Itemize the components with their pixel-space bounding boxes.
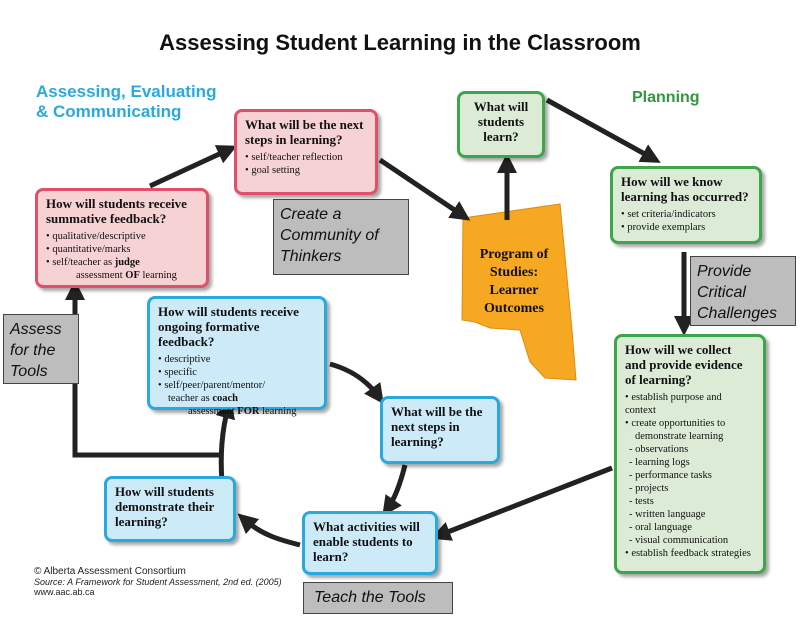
label-teach-the-tools: Teach the Tools [303, 582, 453, 614]
question-line: and provide evidence [625, 357, 743, 372]
list-item [158, 405, 316, 418]
question-line: How will students receive [46, 196, 187, 211]
formative-feedback-box [147, 296, 327, 417]
list-item: - learning logs [625, 456, 755, 469]
item-text: learning [259, 406, 297, 417]
what-will-students-learn-box [457, 91, 545, 158]
list-item: • goal setting [245, 164, 367, 177]
label-assess-for-the-tools [3, 314, 79, 384]
question-line: What will be the [391, 404, 483, 419]
label-line: Assess [10, 321, 62, 338]
item-emphasis: OF [125, 270, 140, 281]
box-question [158, 304, 316, 349]
arrow-evidence-to-activities [440, 468, 612, 535]
list-item: - oral language [625, 521, 755, 534]
page-title: Assessing Student Learning in the Classroom [159, 30, 641, 55]
question-line: How will we know [621, 174, 723, 189]
label-line: Tools [10, 363, 48, 380]
source-text: Source: A Framework for Student Assessment, 2nd ed. (2005) [34, 577, 282, 587]
question-line: enable students to [313, 534, 413, 549]
box-list [625, 391, 755, 560]
box-question [621, 174, 751, 204]
section-label-assessing [36, 82, 216, 122]
demonstrate-learning-box [104, 476, 236, 542]
footer-credits [34, 567, 282, 597]
question-line: learning? [391, 434, 444, 449]
question-line: How will students receive [158, 304, 299, 319]
arrow-activities-to-demonstrate [245, 520, 300, 545]
label-line: Critical [697, 284, 746, 301]
box-question [391, 404, 489, 449]
center-line: Learner [489, 283, 539, 298]
center-line: Outcomes [484, 301, 544, 316]
box-question [115, 484, 225, 529]
know-learning-box [610, 166, 762, 244]
list-item: • qualitative/descriptive [46, 230, 198, 243]
next-steps-box-mid [380, 396, 500, 464]
label-line: Create a [280, 206, 342, 223]
question-line: learn? [483, 129, 519, 144]
evidence-box [614, 334, 766, 574]
program-of-studies-label [462, 246, 566, 318]
question-line: of learning? [625, 372, 692, 387]
question-line: How will students [115, 484, 214, 499]
question-line: learning has occurred? [621, 189, 749, 204]
arrow-demonstrate-to-formative [221, 408, 228, 482]
list-item: • descriptive [158, 353, 316, 366]
label-line: for the [10, 342, 56, 359]
question-line: students [477, 114, 525, 129]
label-line: Thinkers [280, 248, 342, 265]
label-line: Community of [280, 227, 379, 244]
list-item: • establish feedback strategies [625, 547, 755, 560]
box-question [625, 342, 755, 387]
list-item: - written language [625, 508, 755, 521]
list-item: • provide exemplars [621, 221, 751, 234]
box-list [46, 230, 198, 282]
box-list [245, 151, 367, 177]
list-item: • self/teacher reflection [245, 151, 367, 164]
list-item [46, 269, 198, 282]
question-line: What will be the next [245, 117, 364, 132]
label-line: Provide [697, 263, 752, 280]
label-critical-challenges [690, 256, 796, 326]
copyright-text: © Alberta Assessment Consortium [34, 566, 186, 577]
box-question [468, 99, 534, 144]
question-line: summative feedback? [46, 211, 167, 226]
summative-feedback-box [35, 188, 209, 288]
list-item [46, 256, 198, 269]
center-line: Program of [479, 247, 549, 262]
arrow-formative-to-nextmid [330, 364, 378, 396]
list-item: - observations [625, 443, 755, 456]
list-item: • quantitative/marks [46, 243, 198, 256]
item-emphasis: judge [114, 257, 140, 268]
list-item [158, 392, 316, 405]
website-link[interactable]: www.aac.ab.ca [34, 587, 95, 597]
question-line: demonstrate their [115, 499, 215, 514]
arrow-summative-to-nextsteps [150, 150, 228, 186]
arrow-whatlearn-to-know [547, 100, 652, 158]
question-line: next steps in [391, 419, 460, 434]
item-emphasis: FOR [237, 406, 260, 417]
list-item: - tests [625, 495, 755, 508]
question-line: steps in learning? [245, 132, 343, 147]
list-item: • specific [158, 366, 316, 379]
label-community-of-thinkers [273, 199, 409, 275]
section-label-line: Assessing, Evaluating [36, 82, 217, 101]
item-text: assessment [188, 406, 238, 417]
list-item: - visual communication [625, 534, 755, 547]
section-label-line: & Communicating [36, 102, 182, 121]
arrow-nextmid-to-activities [388, 465, 405, 508]
next-steps-box-top [234, 109, 378, 195]
list-item: • establish purpose and context [625, 391, 755, 417]
item-text: assessment [76, 270, 126, 281]
box-question [245, 117, 367, 147]
label-line: Challenges [697, 305, 778, 322]
section-label-planning: Planning [632, 89, 700, 106]
question-line: What activities will [313, 519, 420, 534]
list-item: demonstrate learning [635, 431, 724, 442]
item-text: learning [139, 270, 177, 281]
question-line: What will [473, 99, 529, 114]
list-item: - projects [625, 482, 755, 495]
box-list [621, 208, 751, 234]
list-item: • set criteria/indicators [621, 208, 751, 221]
list-item: • self/peer/parent/mentor/ [158, 379, 316, 392]
item-text: teacher as [168, 393, 213, 404]
activities-box [302, 511, 438, 575]
question-line: ongoing formative feedback? [158, 319, 260, 349]
box-question [313, 519, 427, 564]
item-emphasis: coach [212, 393, 238, 404]
item-text: self/teacher as [52, 257, 115, 268]
box-list [158, 353, 316, 418]
box-question [46, 196, 198, 226]
center-line: Studies: [489, 265, 539, 280]
question-line: How will we collect [625, 342, 732, 357]
question-line: learn? [313, 549, 349, 564]
question-line: learning? [115, 514, 168, 529]
list-item: - performance tasks [625, 469, 755, 482]
list-item: • create opportunities to [625, 417, 755, 430]
